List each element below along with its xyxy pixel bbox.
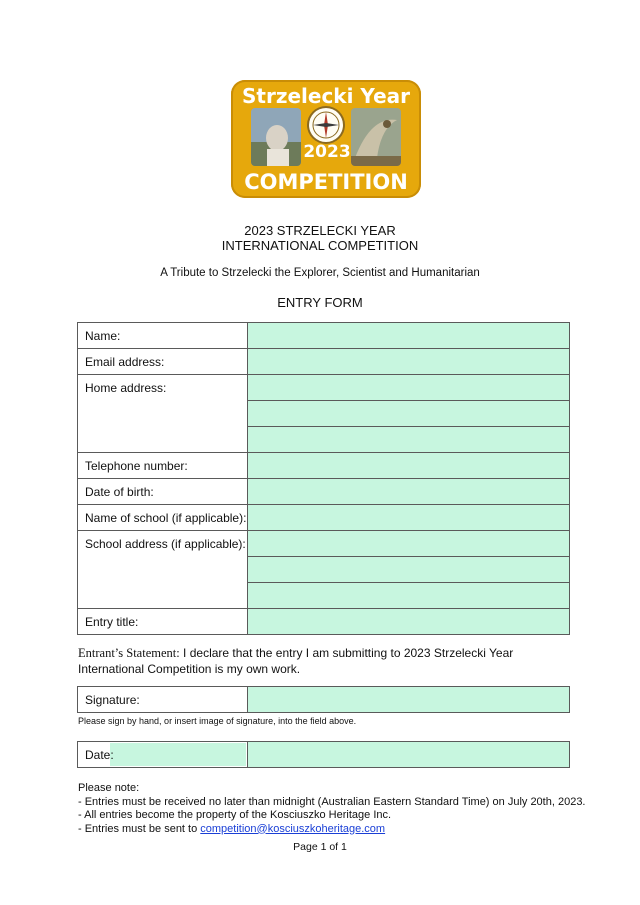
home-address-field-1[interactable] bbox=[248, 375, 570, 401]
form-row-school bbox=[78, 505, 570, 531]
entry-form-table bbox=[77, 322, 570, 635]
competition-logo bbox=[231, 80, 421, 198]
form-title: ENTRY FORM bbox=[277, 295, 363, 310]
tribute-text: A Tribute to Strzelecki the Explorer, Scientist and Humanitarian bbox=[160, 267, 480, 279]
telephone-label: Telephone number: bbox=[78, 453, 248, 479]
note-property: - All entries become the property of the Kosciuszko Heritage Inc. bbox=[78, 809, 392, 821]
telephone-field[interactable] bbox=[248, 453, 570, 479]
signature-field[interactable] bbox=[248, 687, 570, 713]
statement-lead: Entrant’s Statement: bbox=[78, 646, 180, 660]
form-row-school-address bbox=[78, 531, 570, 557]
logo-year: 2023 bbox=[303, 142, 351, 162]
competition-email-link[interactable]: competition@kosciuszkoheritage.com bbox=[200, 822, 386, 835]
signature-table bbox=[77, 686, 570, 713]
portrait-image bbox=[251, 108, 301, 166]
note-deadline: - Entries must be received no later than midnight (Australian Eastern Standard Time) on July 20th, 2023. bbox=[78, 795, 586, 808]
bird-image bbox=[351, 108, 401, 166]
notes-section bbox=[78, 782, 586, 836]
date-field[interactable] bbox=[110, 743, 246, 766]
page-title-line2: INTERNATIONAL COMPETITION bbox=[221, 238, 419, 253]
form-row-dob bbox=[78, 479, 570, 505]
date-cell bbox=[78, 742, 248, 768]
compass-icon bbox=[309, 108, 343, 142]
form-row-name bbox=[78, 323, 570, 349]
logo-subtitle: COMPETITION bbox=[244, 170, 408, 194]
email-field[interactable] bbox=[248, 349, 570, 375]
form-row-email bbox=[78, 349, 570, 375]
name-label: Name: bbox=[78, 323, 248, 349]
entry-title-label: Entry title: bbox=[78, 609, 248, 635]
school-label: Name of school (if applicable): bbox=[78, 505, 248, 531]
school-address-field-2[interactable] bbox=[248, 557, 570, 583]
home-address-label: Home address: bbox=[78, 375, 248, 453]
page-number: Page 1 of 1 bbox=[293, 841, 347, 853]
date-label: Date: bbox=[85, 747, 114, 762]
name-field[interactable] bbox=[248, 323, 570, 349]
form-row-telephone bbox=[78, 453, 570, 479]
dob-label: Date of birth: bbox=[78, 479, 248, 505]
note-send bbox=[78, 823, 586, 837]
page-title-line1: 2023 STRZELECKI YEAR bbox=[244, 223, 396, 238]
entrant-statement bbox=[78, 645, 568, 677]
date-table bbox=[77, 741, 570, 768]
dob-field[interactable] bbox=[248, 479, 570, 505]
notes-heading: Please note: bbox=[78, 782, 140, 794]
school-address-field-3[interactable] bbox=[248, 583, 570, 609]
logo-title: Strzelecki Year bbox=[242, 84, 410, 108]
school-address-label: School address (if applicable): bbox=[78, 531, 248, 609]
home-address-field-2[interactable] bbox=[248, 401, 570, 427]
signature-label: Signature: bbox=[78, 687, 248, 713]
form-row-home-address bbox=[78, 375, 570, 401]
note-send-text: - Entries must be sent to bbox=[78, 822, 201, 835]
signature-hint: Please sign by hand, or insert image of signature, into the field above. bbox=[78, 716, 357, 726]
statement-body: I declare that the entry I am submitting to 2023 Strzelecki Year International Competition is my own work. bbox=[78, 646, 514, 676]
email-label: Email address: bbox=[78, 349, 248, 375]
school-address-field-1[interactable] bbox=[248, 531, 570, 557]
school-field[interactable] bbox=[248, 505, 570, 531]
date-extra-field[interactable] bbox=[248, 742, 570, 768]
home-address-field-3[interactable] bbox=[248, 427, 570, 453]
entry-title-field[interactable] bbox=[248, 609, 570, 635]
form-row-entry-title bbox=[78, 609, 570, 635]
